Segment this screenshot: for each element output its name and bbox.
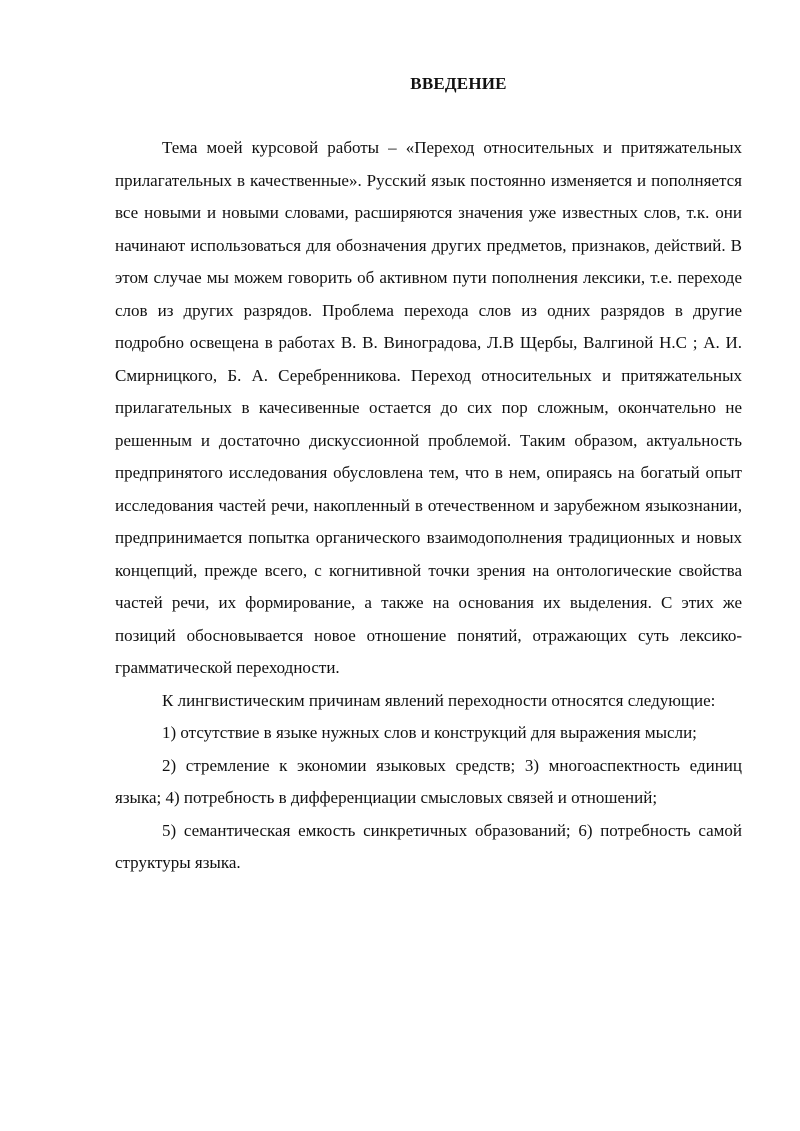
page-title: ВВЕДЕНИЕ <box>410 74 507 93</box>
paragraph-causes-lead: К лингвистическим причинам явлений переходности относятся следующие: <box>162 690 716 710</box>
list-item-5-6: 5) семантическая емкость синкретичных образований; 6) потребность самой структуры языка. <box>115 820 742 872</box>
list-item-2-4: 2) стремление к экономии языковых средств; 3) многоаспектность единиц языка; 4) потребность в дифференциации смысловых связей и отношений; <box>115 755 742 807</box>
paragraph-intro: Тема моей курсовой работы – «Переход относительных и притяжательных прилагательных в качественные». Русский язык постоянно изменяется и пополняется все новыми и новыми словами, расширяются значения уже известных слов, т.к. они начинают использоваться для обозначения других предметов, признаков, действий. В этом случае мы можем говорить об активном пути пополнения лексики, т.е. переходе слов из других разрядов. Проблема перехода слов из одних разрядов в другие подробно освещена в работах В. В. Виноградова, Л.В Щербы, Валгиной Н.С ; А. И. Смирницкого, Б. А. Серебренникова. Переход относительных и притяжательных прилагательных в качесивенные остается до сих пор сложным, окончательно не решенным и достаточно дискуссионной проблемой. Таким образом, актуальность предпринятого исследования обусловлена тем, что в нем, опираясь на богатый опыт исследования частей речи, накопленный в отечественном и зарубежном языкознании, предпринимается попытка органического взаимодополнения традиционных и новых концепций, прежде всего, с когнитивной точки зрения на онтологические свойства частей речи, их формирование, а также на основания их выделения. С этих же позиций обосновывается новое отношение понятий, отражающих суть лексико-грамматической переходности. <box>115 138 742 677</box>
list-item-1: 1) отсутствие в языке нужных слов и конструкций для выражения мысли; <box>162 723 697 742</box>
